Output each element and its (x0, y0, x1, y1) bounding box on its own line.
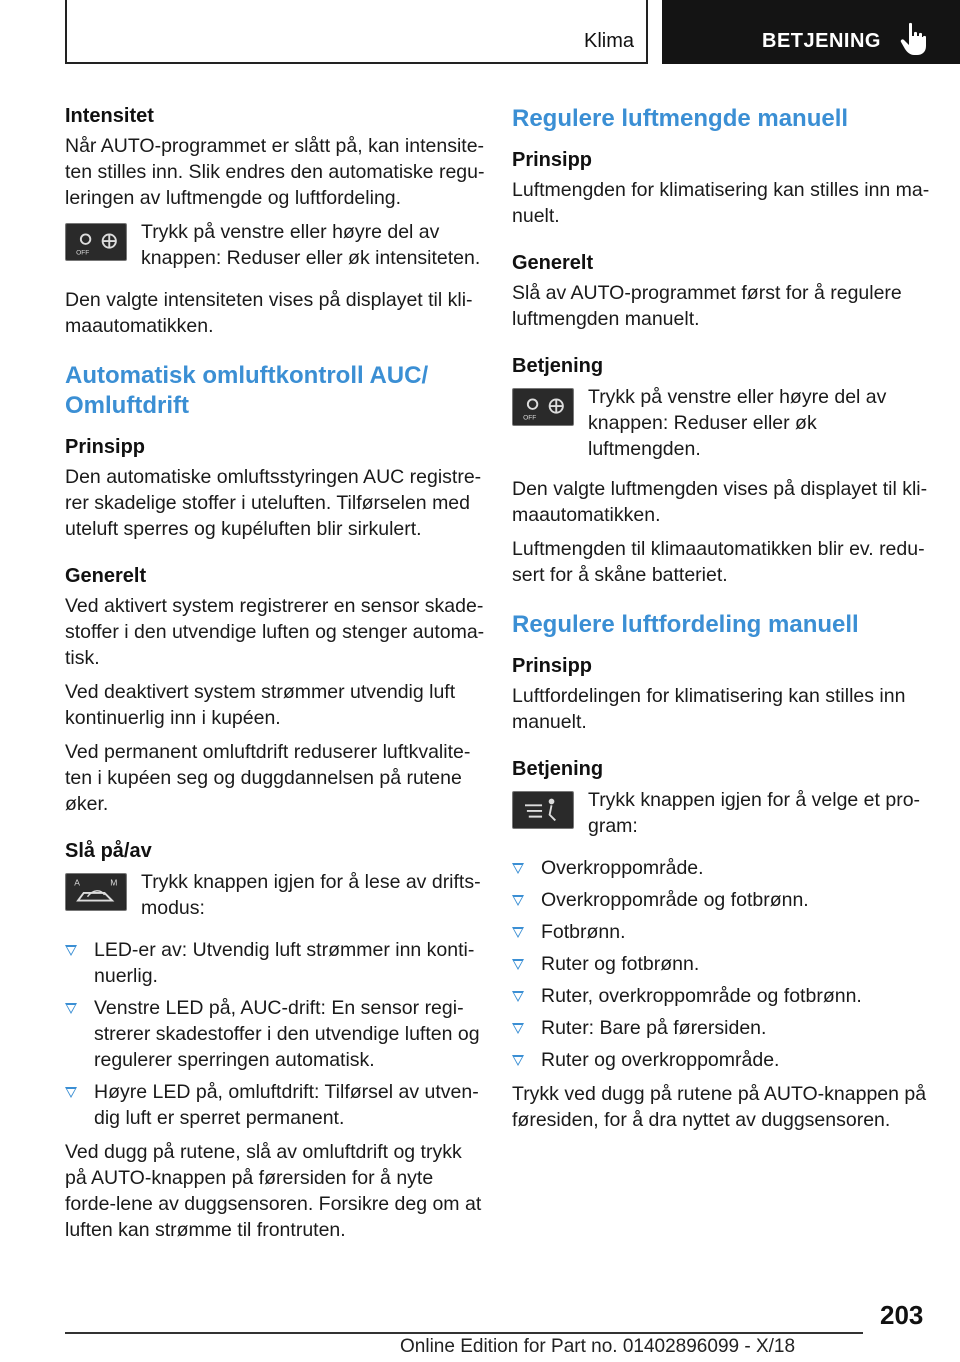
intensitet-display-text: Den valgte intensiteten vises på displayet til kli-maautomatikken. (65, 289, 473, 337)
triangle-bullet-icon (512, 927, 524, 938)
list-item: Ruter, overkroppområde og fotbrønn. (512, 983, 932, 1009)
auc-prinsipp-text: Den automatiske omluftsstyringen AUC registre-rer skadelige stoffer i uteluften. Tilførselen med uteluft sperres og kupéluften blir sirkulert. (65, 466, 482, 540)
hand-pointer-icon (900, 22, 930, 56)
luftmengde-generelt-text: Slå av AUTO-programmet først for å regulere luftmengden manuelt. (512, 282, 902, 330)
right-column (512, 104, 932, 1141)
luftmengde-prinsipp-text: Luftmengden for klimatisering kan stilles inn ma-nuelt. (512, 179, 930, 227)
triangle-bullet-icon (512, 895, 524, 906)
page-number: 203 (880, 1300, 924, 1330)
svg-text:M: M (110, 877, 118, 888)
intensitet-icon-text: Trykk på venstre eller høyre del av knappen: Reduser eller øk intensiteten. (141, 221, 481, 269)
chapter-title: BETJENING (762, 30, 881, 52)
footer-divider (65, 1332, 863, 1334)
list-item: Høyre LED på, omluftdrift: Tilførsel av utven-dig luft er sperret permanent. (65, 1079, 485, 1131)
luftfordeling-final-text: Trykk ved dugg på rutene på AUTO-knappen på føresiden, for å dra nyttet av duggsensoren. (512, 1083, 927, 1131)
list-item: Fotbrønn. (512, 919, 932, 945)
auc-icon-row (65, 869, 485, 923)
section-title: Klima (583, 30, 634, 52)
luftmengde-generelt-title: Generelt (512, 252, 594, 274)
auc-icon-text: Trykk knappen igjen for å lese av drifts-modus: (141, 871, 481, 919)
triangle-bullet-icon (65, 1003, 77, 1014)
svg-text:OFF: OFF (76, 249, 90, 257)
luftmengde-betjening-title: Betjening (512, 355, 604, 377)
intensitet-text: Når AUTO-programmet er slått på, kan intensite-ten stilles inn. Slik endres den automatiske regu-leringen av luftmengde og luftfordeling. (65, 135, 485, 209)
list-item: Ruter og overkroppområde. (512, 1047, 932, 1073)
luftmengde-p1: Den valgte luftmengden vises på displayet til kli-maautomatikken. (512, 478, 928, 526)
left-column (65, 104, 485, 1251)
air-distribution-button-icon (512, 791, 574, 829)
header-section-box (65, 0, 648, 64)
auc-heading: Automatisk omluftkontroll AUC/ Omluftdrift (65, 362, 429, 419)
auc-final-text: Ved dugg på rutene, slå av omluftdrift og trykk på AUTO-knappen på førersiden for å nyte forde-lene av duggsensoren. Forsikre deg om at luften kan strømme til frontruten. (65, 1141, 482, 1241)
list-item: Overkroppområde. (512, 855, 932, 881)
triangle-bullet-icon (65, 945, 77, 956)
luftfordeling-prinsipp-title: Prinsipp (512, 655, 593, 677)
list-item: Venstre LED på, AUC-drift: En sensor regi-strerer skadestoffer i den utvendige luften og regulerer sperringen automatisk. (65, 995, 485, 1073)
intensitet-title: Intensitet (65, 105, 154, 127)
luftfordeling-betjening-title: Betjening (512, 758, 604, 780)
triangle-bullet-icon (65, 1087, 77, 1098)
luftmengde-icon-row (512, 384, 932, 462)
triangle-bullet-icon (512, 991, 524, 1002)
list-item: Overkroppområde og fotbrønn. (512, 887, 932, 913)
fan-off-button-icon (512, 388, 574, 426)
recirculation-button-icon (65, 873, 127, 911)
list-item: Ruter: Bare på førersiden. (512, 1015, 932, 1041)
list-item: LED-er av: Utvendig luft strømmer inn konti-nuerlig. (65, 937, 485, 989)
chapter-tab (662, 0, 960, 64)
triangle-bullet-icon (512, 863, 524, 874)
auc-slaa-title: Slå på/av (65, 840, 152, 862)
auc-generelt-p1: Ved aktivert system registrerer en sensor skade-stoffer i den utvendige luften og stenger automa-tisk. (65, 595, 485, 669)
auc-prinsipp-title: Prinsipp (65, 436, 146, 458)
luftmengde-heading: Regulere luftmengde manuell (512, 105, 849, 132)
intensitet-icon-row (65, 219, 485, 273)
auc-generelt-title: Generelt (65, 565, 147, 587)
luftfordeling-icon-row (512, 787, 932, 841)
triangle-bullet-icon (512, 1055, 524, 1066)
triangle-bullet-icon (512, 959, 524, 970)
auc-generelt-p3: Ved permanent omluftdrift reduserer luftkvalite-ten i kupéen seg og duggdannelsen på rutene øker. (65, 741, 471, 815)
luftmengde-icon-text: Trykk på venstre eller høyre del av knappen: Reduser eller øk luftmengden. (588, 386, 887, 460)
svg-text:A: A (74, 877, 80, 888)
edition-note: Online Edition for Part no. 01402896099 - X/18 (400, 1336, 796, 1357)
luftmengde-p2: Luftmengden til klimaautomatikken blir ev. redu-sert for å skåne batteriet. (512, 538, 925, 586)
luftfordeling-prinsipp-text: Luftfordelingen for klimatisering kan stilles inn manuelt. (512, 685, 906, 733)
luftmengde-prinsipp-title: Prinsipp (512, 149, 593, 171)
auc-bullet-list (65, 937, 485, 1131)
svg-text:OFF: OFF (523, 414, 537, 422)
luftfordeling-icon-text: Trykk knappen igjen for å velge et pro-gram: (588, 789, 921, 837)
fan-off-button-icon (65, 223, 127, 261)
luftfordeling-heading: Regulere luftfordeling manuell (512, 611, 859, 638)
list-item: Ruter og fotbrønn. (512, 951, 932, 977)
triangle-bullet-icon (512, 1023, 524, 1034)
luftfordeling-bullet-list (512, 855, 932, 1073)
auc-generelt-p2: Ved deaktivert system strømmer utvendig luft kontinuerlig inn i kupéen. (65, 681, 456, 729)
